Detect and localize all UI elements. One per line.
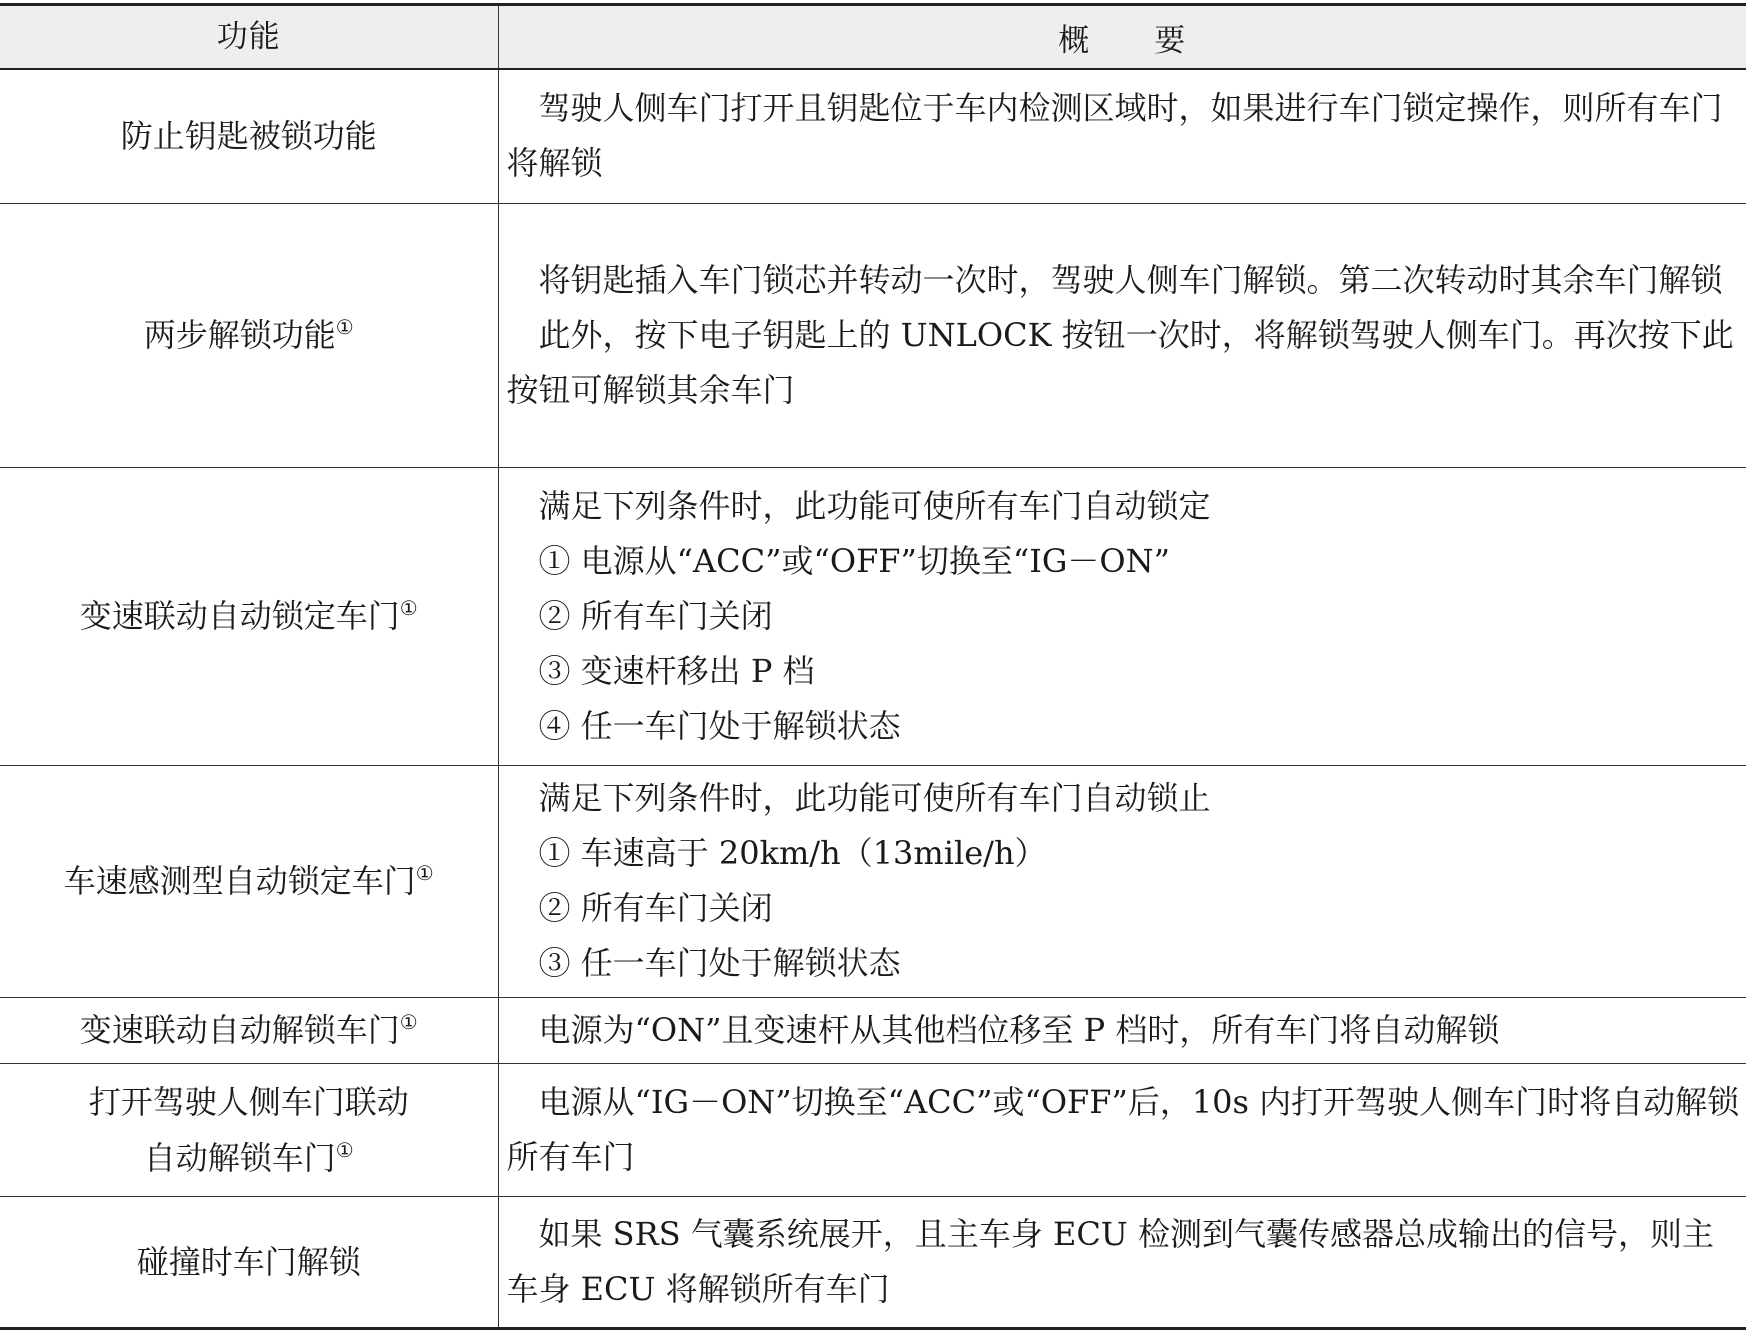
table-row xyxy=(0,1196,1746,1328)
table-row xyxy=(0,69,1746,203)
condition-item: ① 电源从“ACC”或“OFF”切换至“IG－ON” xyxy=(538,541,1170,580)
summary-cell xyxy=(498,467,1746,765)
header-function: 功能 xyxy=(0,5,498,70)
footnote-mark: ① xyxy=(399,596,418,620)
summary-paragraph: 将钥匙插入车门锁芯并转动一次时，驾驶人侧车门解锁。第二次转动时其余车门解锁 xyxy=(538,260,1723,299)
table-row xyxy=(0,997,1746,1063)
condition-item: ③ 变速杆移出 P 档 xyxy=(538,651,815,690)
function-cell xyxy=(0,997,498,1063)
function-cell xyxy=(0,1063,498,1196)
condition-item: ③ 任一车门处于解锁状态 xyxy=(538,944,901,982)
header-summary: 概 要 xyxy=(498,5,1746,70)
function-summary-table xyxy=(0,3,1746,1330)
condition-item: ④ 任一车门处于解锁状态 xyxy=(538,706,901,745)
function-cell xyxy=(0,1196,498,1328)
condition-item: ① 车速高于 20km/h（13mile/h） xyxy=(538,834,1047,872)
summary-paragraph: 满足下列条件时，此功能可使所有车门自动锁定 xyxy=(538,486,1211,525)
summary-cell xyxy=(498,997,1746,1063)
function-name-line: 打开驾驶人侧车门联动 xyxy=(88,1082,409,1121)
footnote-mark: ① xyxy=(335,1137,354,1162)
footnote-mark: ① xyxy=(399,1010,418,1034)
summary-paragraph: 电源从“IG－ON”切换至“ACC”或“OFF”后，10s 内打开驾驶人侧车门时将自动解锁所有车门 xyxy=(506,1082,1740,1176)
function-name: 碰撞时车门解锁 xyxy=(136,1242,361,1281)
table-row xyxy=(0,467,1746,765)
footnote-mark: ① xyxy=(335,315,354,339)
table-header-row xyxy=(0,5,1746,70)
condition-item: ② 所有车门关闭 xyxy=(538,889,773,927)
condition-item: ② 所有车门关闭 xyxy=(538,596,773,635)
summary-cell xyxy=(498,203,1746,467)
function-name-line: 自动解锁车门 xyxy=(143,1138,336,1177)
summary-cell xyxy=(498,1196,1746,1328)
function-cell xyxy=(0,69,498,203)
function-name: 变速联动自动锁定车门 xyxy=(79,597,400,635)
footnote-mark: ① xyxy=(415,861,434,885)
summary-paragraph: 驾驶人侧车门打开且钥匙位于车内检测区域时，如果进行车门锁定操作，则所有车门将解锁 xyxy=(506,89,1723,183)
table-row xyxy=(0,203,1746,467)
function-cell xyxy=(0,467,498,765)
function-cell xyxy=(0,203,498,467)
summary-cell xyxy=(498,765,1746,997)
summary-cell xyxy=(498,1063,1746,1196)
function-name: 两步解锁功能 xyxy=(143,316,336,354)
summary-paragraph: 如果 SRS 气囊系统展开，且主车身 ECU 检测到气囊传感器总成输出的信号，则主车身 ECU 将解锁所有车门 xyxy=(506,1214,1714,1308)
function-cell xyxy=(0,765,498,997)
function-name: 防止钥匙被锁功能 xyxy=(120,117,377,156)
summary-paragraph: 电源为“ON”且变速杆从其他档位移至 P 档时，所有车门将自动解锁 xyxy=(538,1010,1500,1049)
function-name: 变速联动自动解锁车门 xyxy=(79,1011,400,1049)
table-row xyxy=(0,1063,1746,1196)
function-name: 车速感测型自动锁定车门 xyxy=(63,862,416,900)
summary-paragraph: 此外，按下电子钥匙上的 UNLOCK 按钮一次时，将解锁驾驶人侧车门。再次按下此按钮可解锁其余车门 xyxy=(506,315,1734,409)
table-row xyxy=(0,765,1746,997)
summary-paragraph: 满足下列条件时，此功能可使所有车门自动锁止 xyxy=(538,779,1211,817)
summary-cell xyxy=(498,69,1746,203)
